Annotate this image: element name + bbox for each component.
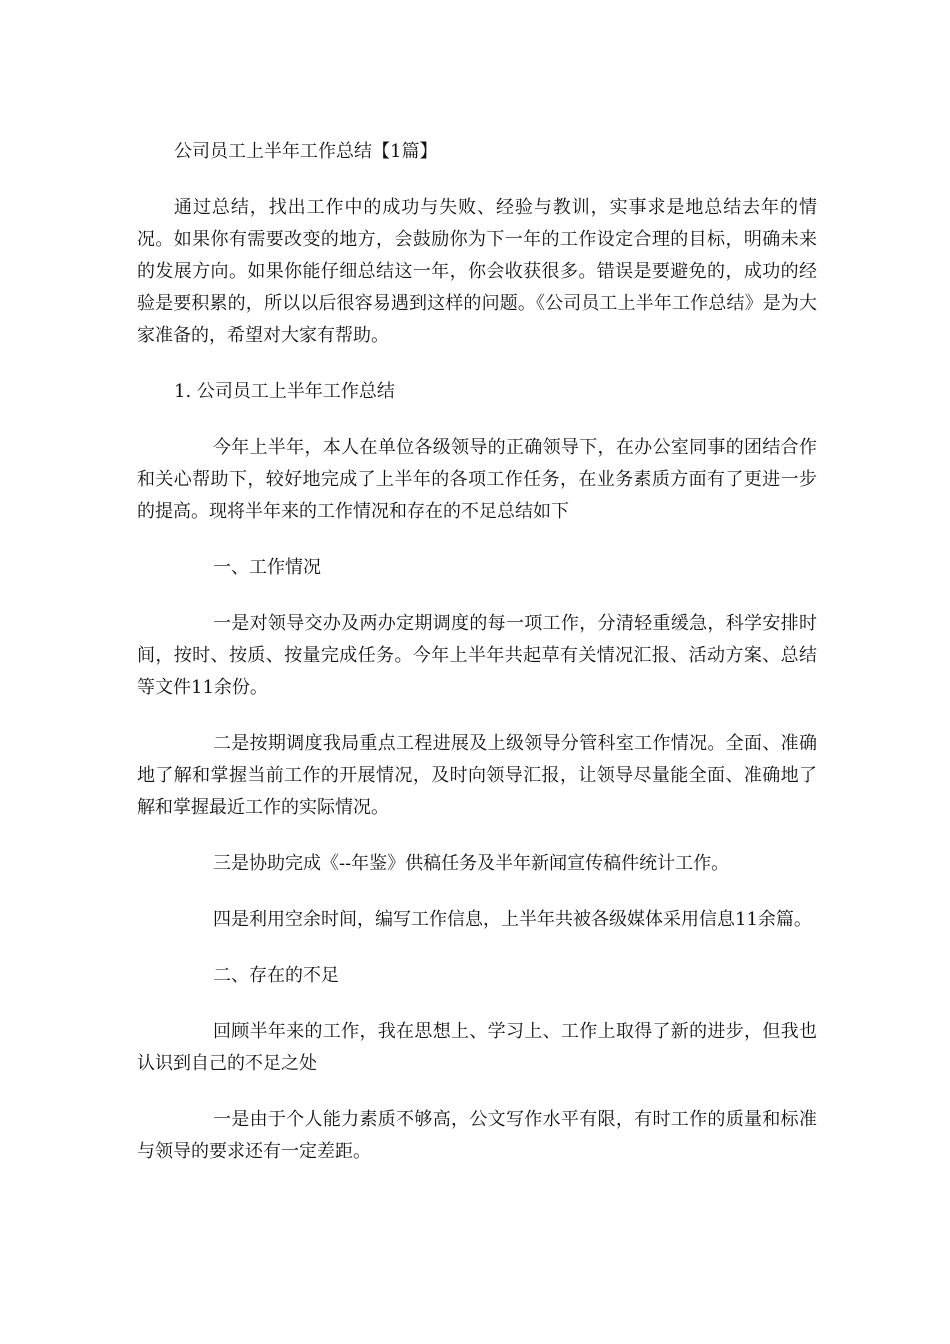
document-title: 公司员工上半年工作总结【1篇】 bbox=[174, 141, 438, 162]
subheading-shortcomings: 二、存在的不足 bbox=[213, 965, 339, 986]
paragraph-overview: 今年上半年，本人在单位各级领导的正确领导下，在办公室同事的团结合作和关心帮助下，较好地完成了上半年的各项工作任务，在业务素质方面有了更进一步的提高。现将半年来的工作情况和存在的不足总结如下 bbox=[137, 437, 817, 522]
section-heading: 1. 公司员工上半年工作总结 bbox=[174, 381, 395, 402]
paragraph-shortcoming-1: 一是由于个人能力素质不够高，公文写作水平有限，有时工作的质量和标准与领导的要求还有一定差距。 bbox=[137, 1109, 817, 1162]
paragraph-item-2: 二是按期调度我局重点工程进展及上级领导分管科室工作情况。全面、准确地了解和掌握当前工作的开展情况，及时向领导汇报，让领导尽量能全面、准确地了解和掌握最近工作的实际情况。 bbox=[137, 733, 817, 818]
intro-paragraph: 通过总结，找出工作中的成功与失败、经验与教训，实事求是地总结去年的情况。如果你有需要改变的地方，会鼓励你为下一年的工作设定合理的目标，明确未来的发展方向。如果你能仔细总结这一年，你会收获很多。错误是要避免的，成功的经验是要积累的，所以以后很容易遇到这样的问题。《公司员工上半年工作总结》是为大家准备的，希望对大家有帮助。 bbox=[137, 197, 817, 346]
paragraph-item-1: 一是对领导交办及两办定期调度的每一项工作，分清轻重缓急，科学安排时间，按时、按质、按量完成任务。今年上半年共起草有关情况汇报、活动方案、总结等文件11余份。 bbox=[137, 613, 817, 698]
paragraph-review: 回顾半年来的工作，我在思想上、学习上、工作上取得了新的进步，但我也认识到自己的不足之处 bbox=[137, 1021, 817, 1074]
subheading-work-status: 一、工作情况 bbox=[213, 557, 321, 578]
paragraph-item-4: 四是利用空余时间，编写工作信息，上半年共被各级媒体采用信息11余篇。 bbox=[213, 909, 812, 930]
document-body bbox=[137, 136, 817, 1192]
paragraph-item-3: 三是协助完成《--年鉴》供稿任务及半年新闻宣传稿件统计工作。 bbox=[213, 853, 730, 874]
